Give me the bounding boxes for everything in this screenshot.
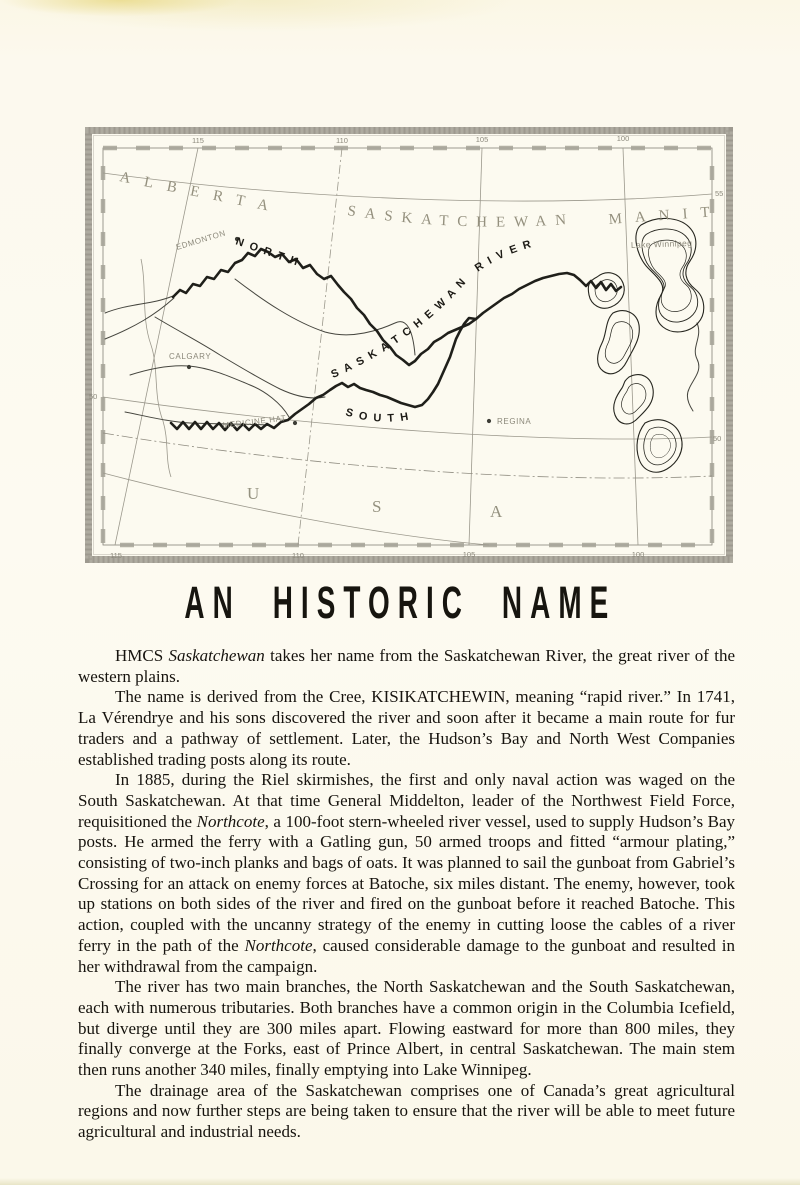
map-label-south-branch: SOUTH [344,406,416,425]
paragraph: HMCS Saskatchewan takes her name from the Saskatchewan River, the great river of the western plains. [78,646,735,686]
paragraph: The river has two main branches, the North Saskatchewan and the South Saskatchewan, each with numerous tributaries. Both branches have a common origin in the Columbia Icefield, but diverge until they are 300 miles apart. Flowing eastward for more than 800 miles, they finally converge at the Forks, east of Prince Albert, in central Saskatchewan. The main stem then runs another 340 miles, finally emptying into Lake Winnipeg. [78,977,735,1080]
river-map-figure [85,127,733,563]
map-label-saskatchewan: SASKATCHEWAN [346,203,576,231]
paragraph: The drainage area of the Saskatchewan comprises one of Canada’s great agricultural regions and now further steps are being taken to ensure that the river will be able to meet future agricultural and industrial needs. [78,1080,735,1142]
regina-dot [487,419,491,423]
map-label-north-branch: NORTH [234,235,306,271]
map-label-calgary: CALGARY [169,352,212,361]
svg-text:50: 50 [713,434,722,443]
map-svg [85,127,733,563]
svg-text:50: 50 [89,392,98,401]
map-label-regina: REGINA [497,417,532,426]
map-label-alberta: ALBERTA [118,169,284,218]
map-label-main-river: SASKATCHEWAN RIVER [329,236,539,381]
svg-text:105: 105 [475,135,489,144]
svg-text:115: 115 [110,551,122,560]
svg-text:110: 110 [292,551,304,560]
map-label-edmonton: EDMONTON [174,228,227,252]
map-label-usa-u: U [247,484,260,503]
map-label-medicine-hat: MEDICINE HAT [222,413,287,430]
svg-text:105: 105 [462,550,476,559]
map-label-manitoba: MANIT [608,203,724,228]
medicine-hat-dot [293,421,297,425]
article-title: AN HISTORIC NAME [184,577,616,628]
svg-text:55: 55 [715,189,724,198]
svg-text:110: 110 [336,136,348,145]
svg-text:100: 100 [631,550,645,559]
svg-text:100: 100 [616,134,630,143]
paragraph: In 1885, during the Riel skirmishes, the first and only naval action was waged on the South Saskatchewan. At that time General Middelton, leader of the Northwest Field Force, requisitioned the Northcote, a 100-foot stern-wheeled river vessel, used to supply Hudson’s Bay posts. He armed the ferry with a Gatling gun, 50 armed troops and fitted “armour plating,” consisting of two-inch planks and bags of oats. It was planned to sail the gunboat from Gabriel’s Crossing for an attack on enemy forces at Batoche, six miles distant. The enemy, however, took up stations on both sides of the river and fired on the gunboat before it reached Batoche. This action, coupled with the uncanny strategy of the enemy in cutting loose the cables of a river ferry in the path of the Northcote, caused considerable damage to the gunboat and resulted in her withdrawal from the campaign. [78,770,736,976]
map-label-usa-s: S [372,497,382,516]
article-body [78,646,735,1143]
article-title-row [0,577,800,628]
svg-text:115: 115 [192,136,204,145]
map-label-usa-a: A [490,502,503,521]
paragraph: The name is derived from the Cree, KISIKATCHEWIN, meaning “rapid river.” In 1741, La Vérendrye and his sons discovered the river and soon after it became a main route for fur traders and a pathway of settlement. Later, the Hudson’s Bay and North West Companies established trading posts along its route. [78,687,735,769]
map-label-lake-winnipeg: Lake Winnipeg [630,237,693,250]
calgary-dot [187,365,191,369]
